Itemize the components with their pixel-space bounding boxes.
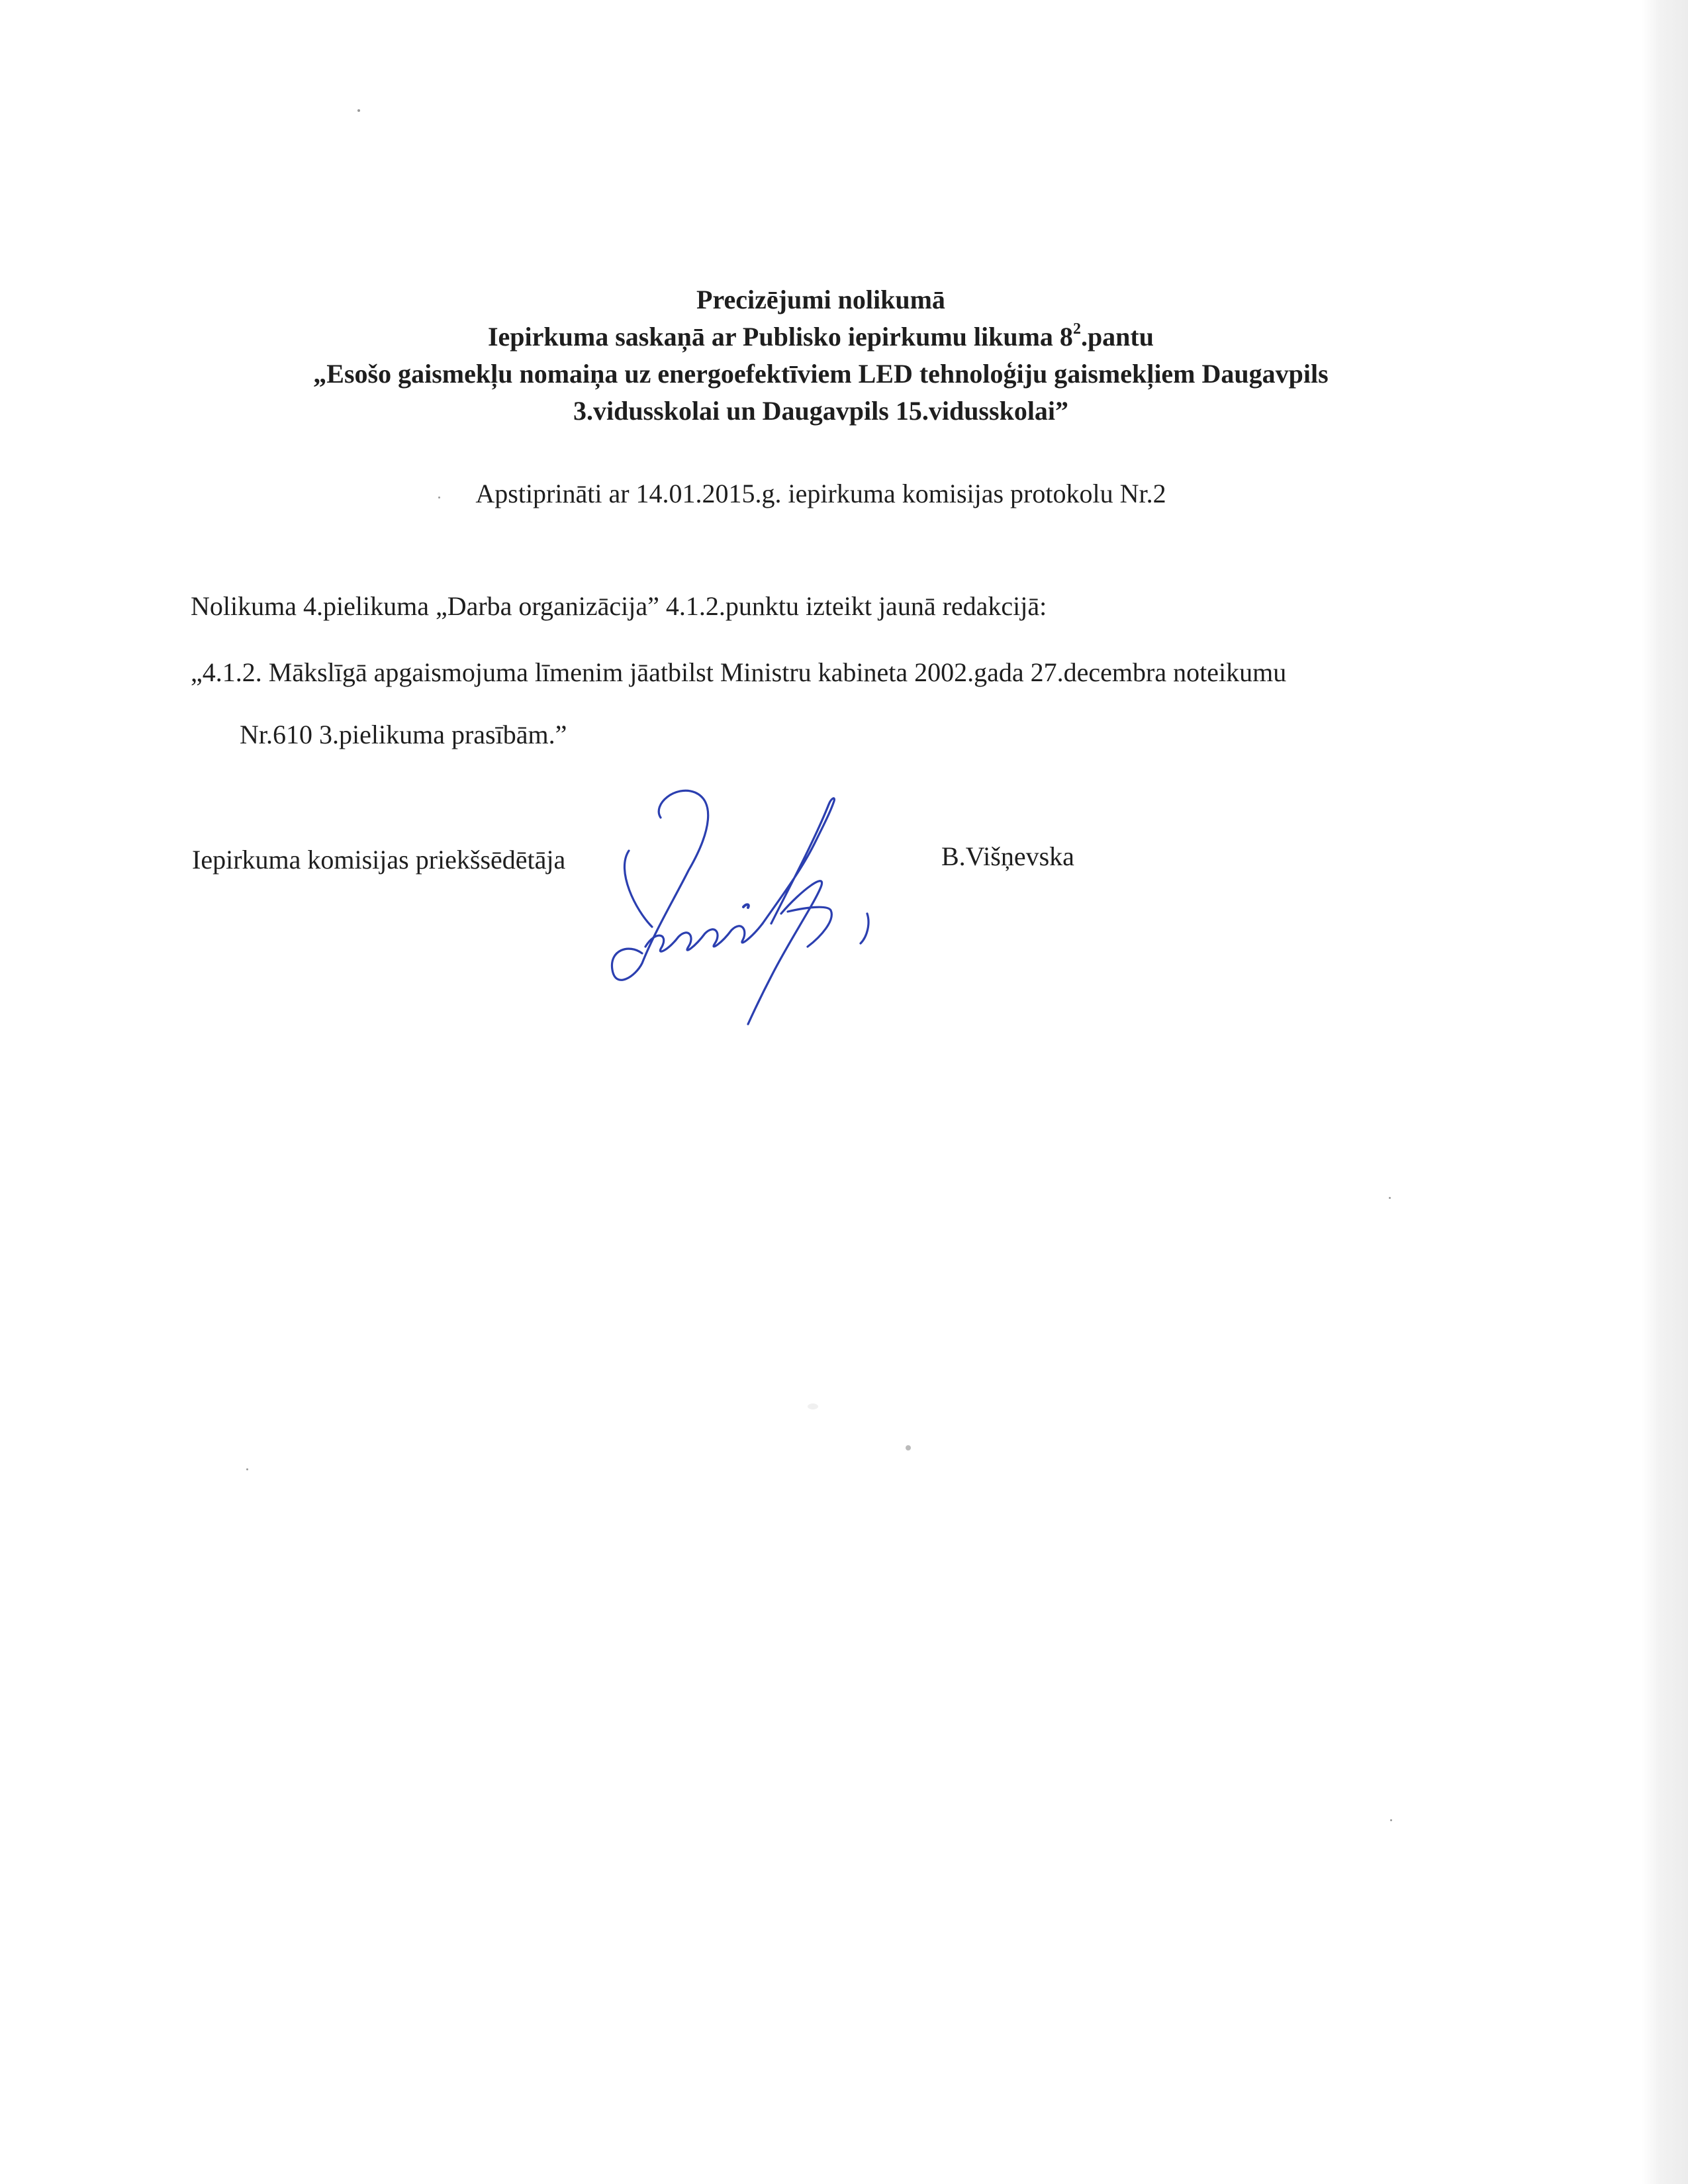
scan-speck [438,497,440,499]
scan-edge-shadow [1642,0,1688,2184]
document-title [0,281,1642,430]
handwritten-signature [589,778,933,1029]
paragraph-amendment-text-line1: „4.1.2. Mākslīgā apgaismojuma līmenim jāatbilst Ministru kabineta 2002.gada 27.decembra noteikumu [191,657,1287,687]
scan-speck [1390,1819,1392,1821]
title-superscript: 2 [1072,320,1081,338]
scan-speck [906,1445,911,1450]
scan-speck [808,1403,818,1409]
paragraph-amendment-intro: Nolikuma 4.pielikuma „Darba organizācija” 4.1.2.punktu izteikt jaunā redakcijā: [191,591,1047,621]
title-line-1: Precizējumi nolikumā [696,285,945,314]
scan-speck [246,1468,248,1470]
title-line-4: 3.vidusskolai un Daugavpils 15.vidusskolai” [573,396,1069,426]
scan-speck [1389,1197,1391,1199]
signatory-role: Iepirkuma komisijas priekšsēdētāja [192,845,566,875]
signatory-name: B.Višņevska [941,841,1074,871]
title-line-2: Iepirkuma saskaņā ar Publisko iepirkumu likuma $8^2.pantu$ [487,320,1154,352]
scan-speck [357,109,360,112]
title-line-3: „Esošo gaismekļu nomaiņa uz energoefektīviem LED tehnoloģiju gaismekļiem Daugavpils [313,359,1329,389]
approval-line: Apstiprināti ar 14.01.2015.g. iepirkuma komisijas protokolu Nr.2 [475,479,1166,508]
paragraph-amendment-text-line2: Nr.610 3.pielikuma prasībām.” [240,720,567,749]
